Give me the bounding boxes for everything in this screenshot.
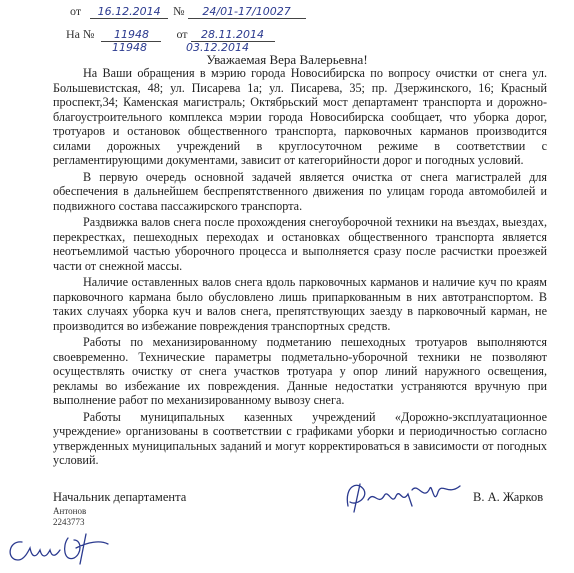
- paragraph: Работы муниципальных казенных учреждений «Дорожно-эксплуатационное учреждение» организованы в соответствии с графиками уборки и периодичностью согласно утвержденных муниципальных заданий и могут корректироваться в зависимости от погодных условий.: [53, 409, 547, 467]
- outgoing-date: 16.12.2014: [90, 5, 168, 19]
- performer-phone: 2243773: [53, 517, 85, 527]
- ref-label: На №: [66, 27, 95, 41]
- signer-name: В. А. Жарков: [473, 490, 544, 504]
- paragraph: Раздвижка валов снега после прохождения снегоуборочной техники на въездах, выездах, перекрестках, пешеходных переходах и остановках общественного транспорта является неотъемлимой частью уборочного процесса и выполняется сразу после расчистки проезжей части от снежной массы.: [53, 215, 547, 273]
- letter-body: [53, 66, 547, 470]
- signer-title: Начальник департамента: [53, 490, 187, 504]
- ref-date-2: 03.12.2014: [186, 41, 249, 54]
- incoming-reference: [66, 27, 275, 42]
- outgoing-registration: [70, 4, 306, 19]
- paragraph: Наличие оставленных валов снега вдоль парковочных карманов и наличие куч по краям парковочного кармана было обусловлено лишь припаркованным в них автотранспортом. В таких случаях уборка куч и валов снега, препятствующих заезду в парковочный карман, не производится во избежание повреждения транспортных средств.: [53, 275, 547, 333]
- performer-name: Антонов: [53, 506, 87, 516]
- handwritten-mark: [2, 528, 112, 570]
- paragraph: В первую очередь основной задачей является очистка от снега магистралей для обеспечения в дальнейшем беспрепятственного движения по улицам города автомобилей и подвижного состава пассажирского транспорта.: [53, 169, 547, 213]
- outgoing-number: 24/01-17/10027: [188, 5, 306, 19]
- performer-info: [53, 506, 86, 528]
- number-label: №: [173, 4, 185, 18]
- paragraph: Работы по механизированному подметанию пешеходных тротуаров выполняются своевременно. Технические параметры подметально-уборочной техники не позволяют осуществлять очистку от снега участков тротуара у опор линий наружного освещения, рекламы во избежание их повреждения. Данные недостатки устраняются вручную при выполнение работ по механизированному вывозу снега.: [53, 335, 547, 407]
- paragraph: На Ваши обращения в мэрию города Новосибирска по вопросу очистки от снега ул. Большевистская, 48; ул. Писарева 1а; ул. Писарева, 35; пр. Дзержинского, 16; Красный проспект,34; Каменская магистраль; Октябрьский мост департамент транспорта и дорожно-благоустроительного комплекса мэрии города Новосибирска сообщает, что уборка дорог, тротуаров и остановок общественного транспорта, парковочных карманов производится силами дорожных учреждений в круглосуточном режиме в соответствии с регламентирующими документами, зависит от категорийности дорог и погодных условий.: [53, 66, 547, 167]
- from-label: от: [70, 4, 82, 18]
- signature-image: [338, 476, 468, 518]
- ref-date-1: 28.11.2014: [191, 28, 275, 42]
- ref-from-label: от: [176, 27, 188, 41]
- greeting: Уважаемая Вера Валерьевна!: [206, 52, 368, 67]
- ref-number-2: 11948: [112, 41, 147, 54]
- ref-number-1: 11948: [101, 28, 161, 42]
